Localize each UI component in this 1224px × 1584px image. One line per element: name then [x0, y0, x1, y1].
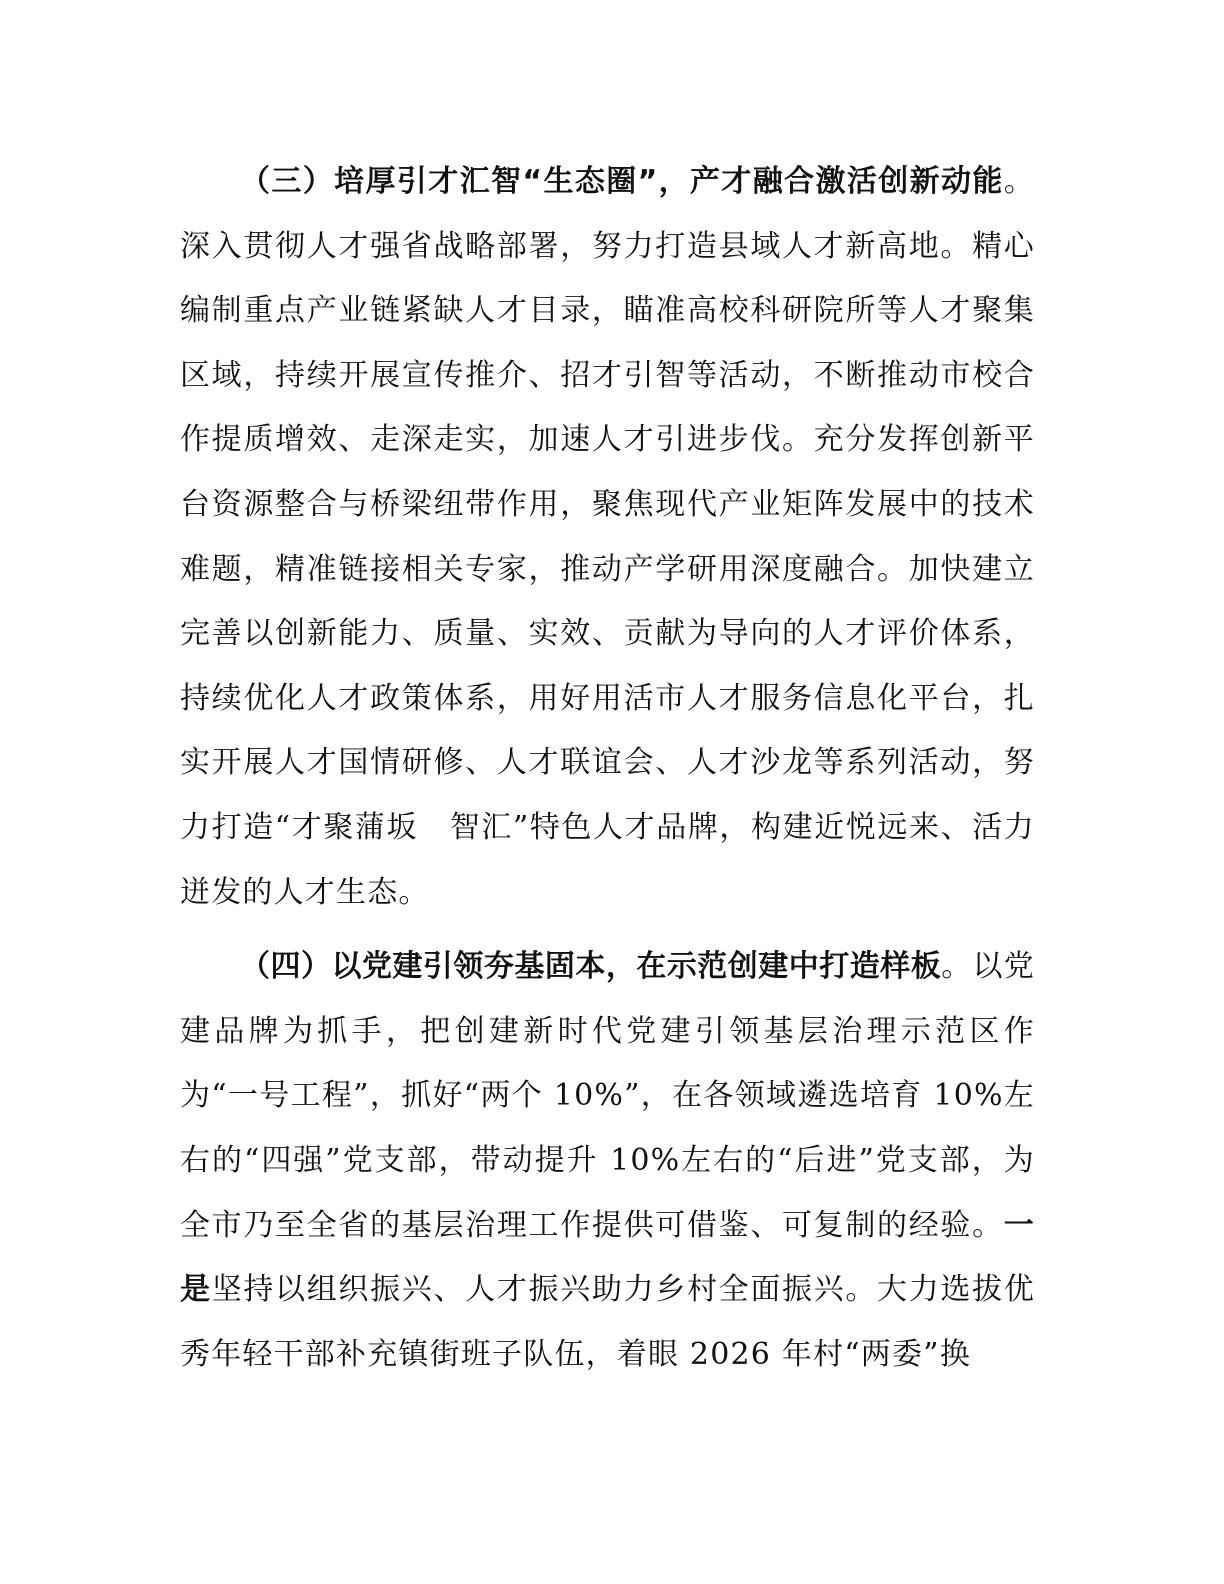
section-4-heading: （四）以党建引领夯基固本，在示范创建中打造样板 [240, 949, 942, 985]
section-3-body: 深入贯彻人才强省战略部署，努力打造县域人才新高地。精心编制重点产业链紧缺人才目录，瞄准高校科研院所等人才聚集区域，持续开展宣传推介、招才引智等活动，不断推动市校合作提质增效、走深走实，加速人才引进步伐。充分发挥创新平台资源整合与桥梁纽带作用，聚焦现代产业矩阵发展中的技术难题，精准链接相关专家，推动产学研用深度融合。加快建立完善以创新能力、质量、实效、贡献为导向的人才评价体系，持续优化人才政策体系，用好用活市人才服务信息化平台，扎实开展人才国情研修、人才联谊会、人才沙龙等系列活动，努力打造“才聚蒲坂 智汇”特色人才品牌，构建近悦远来、活力迸发的人才生态。 [180, 228, 1035, 910]
document-page [180, 150, 1035, 1387]
section-4-paragraph [180, 935, 1035, 1387]
section-4-heading-end: 。 [941, 949, 973, 985]
section-3-heading-end: 。 [1003, 164, 1035, 199]
section-3-heading: （三）培厚引才汇智“生态圈”，产才融合激活创新动能 [240, 164, 1004, 199]
section-3-paragraph [180, 150, 1035, 925]
section-4-lead-body: 坚持以组织振兴、人才振兴助力乡村全面振兴。大力选拔优秀年轻干部补充镇街班子队伍，着眼 2026 年村“两委”换 [180, 1272, 1035, 1372]
section-4-body: 以党建品牌为抓手，把创建新时代党建引领基层治理示范区作为“一号工程”，抓好“两个 10%”，在各领域遴选培育 10%左右的“四强”党支部，带动提升 10%左右的“后进”党支部，为全市乃至全省的基层治理工作提供可借鉴、可复制的经验。 [180, 949, 1036, 1243]
section-4-lead-label: 一是 [180, 1207, 1035, 1308]
